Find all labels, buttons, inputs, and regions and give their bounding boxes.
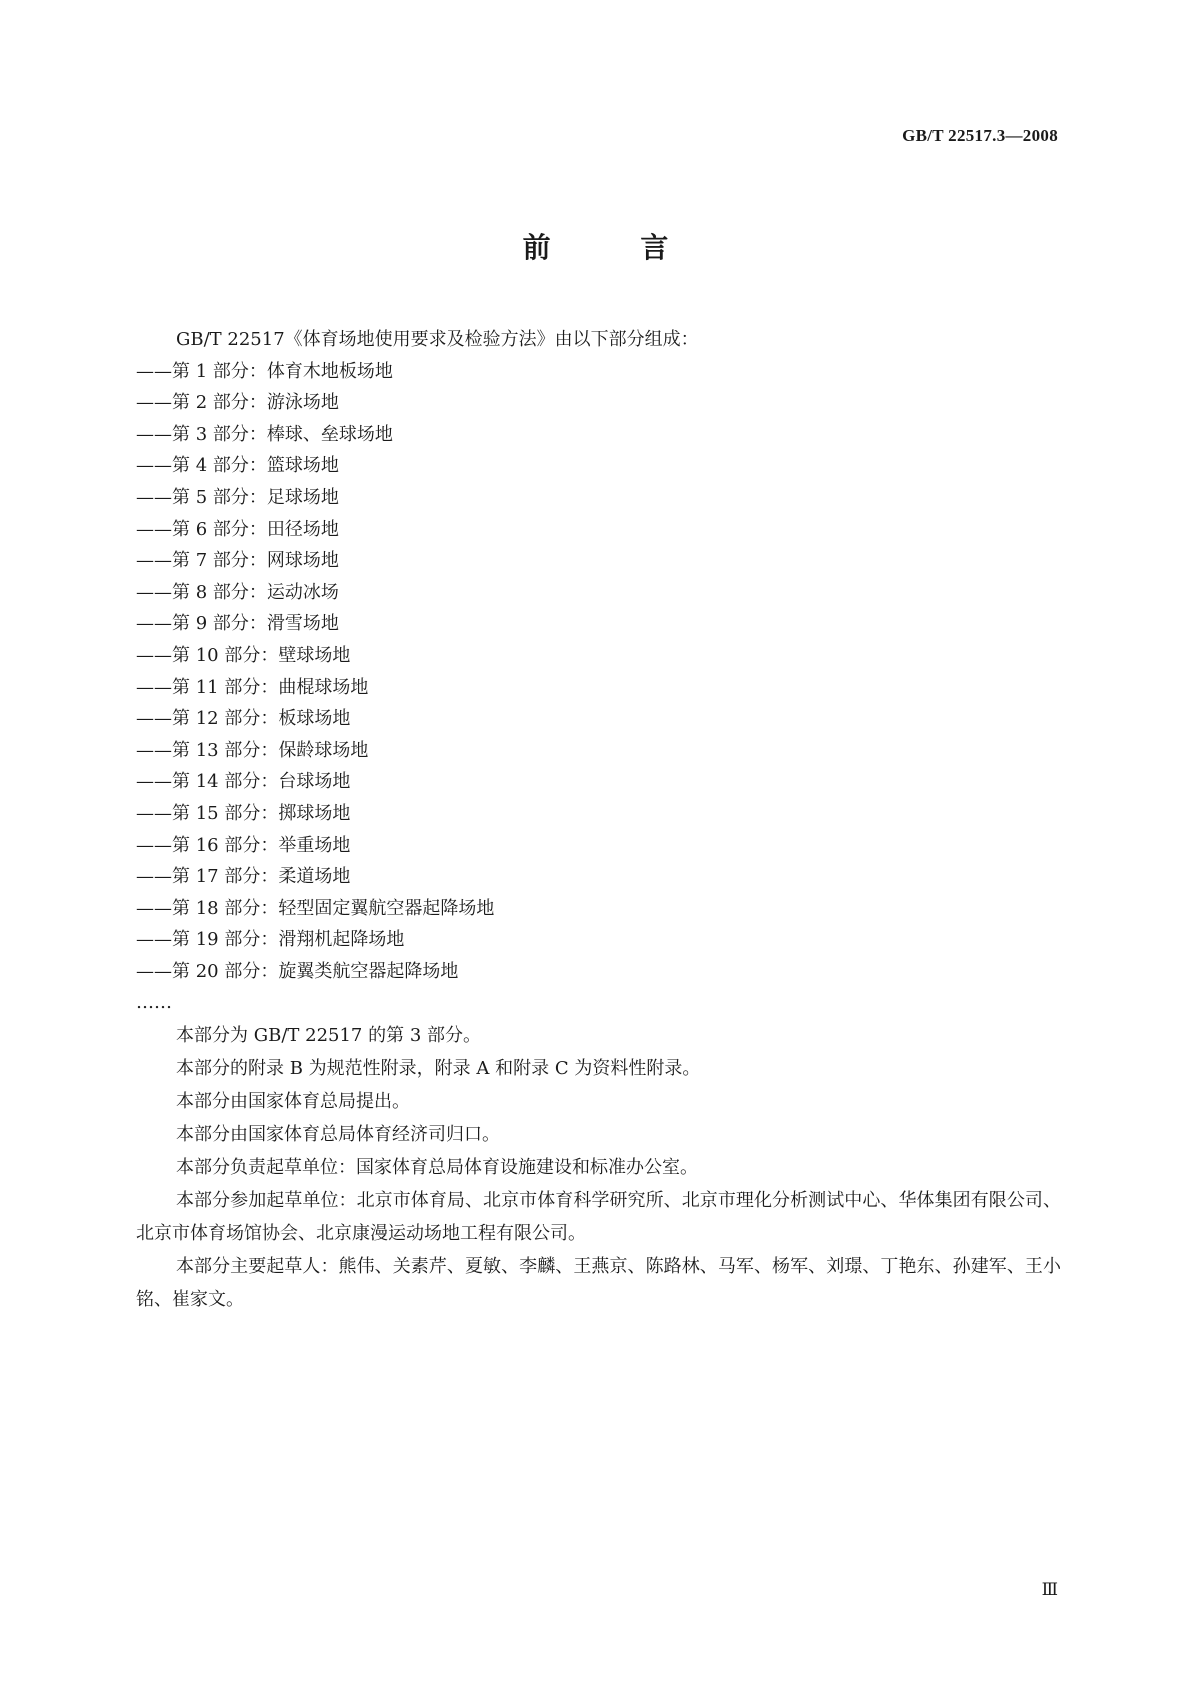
list-item: ——第 3 部分：棒球、垒球场地 [136, 423, 393, 445]
list-item: ——第 4 部分：篮球场地 [136, 455, 339, 477]
paragraph: 本部分为 GB/T 22517 的第 3 部分。 [176, 1025, 481, 1047]
list-item: ——第 7 部分：网球场地 [136, 550, 339, 572]
list-item: ——第 12 部分：板球场地 [136, 708, 351, 730]
paragraph: 本部分主要起草人：熊伟、关素芹、夏敏、李麟、王燕京、陈路林、马军、杨军、刘璟、丁艳东、孙建军、王小铭、崔家文。 [136, 1256, 1061, 1311]
list-item: ——第 19 部分：滑翔机起降场地 [136, 929, 405, 951]
list-item: ——第 14 部分：台球场地 [136, 771, 351, 793]
paragraph: 本部分参加起草单位：北京市体育局、北京市体育科学研究所、北京市理化分析测试中心、华体集团有限公司、北京市体育场馆协会、北京康漫运动场地工程有限公司。 [136, 1190, 1061, 1245]
list-item: ——第 2 部分：游泳场地 [136, 392, 339, 414]
paragraph: 本部分负责起草单位：国家体育总局体育设施建设和标准办公室。 [176, 1157, 698, 1179]
paragraph: 本部分的附录 B 为规范性附录，附录 A 和附录 C 为资料性附录。 [176, 1058, 701, 1080]
list-item: ——第 10 部分：壁球场地 [136, 644, 351, 666]
list-item: ——第 17 部分：柔道场地 [136, 866, 351, 888]
list-item: ——第 20 部分：旋翼类航空器起降场地 [136, 960, 459, 982]
list-item: ——第 9 部分：滑雪场地 [136, 613, 339, 635]
list-item: ——第 6 部分：田径场地 [136, 518, 339, 540]
list-item: ——第 8 部分：运动冰场 [136, 581, 339, 603]
intro-line: GB/T 22517《体育场地使用要求及检验方法》由以下部分组成： [176, 329, 699, 350]
list-item: ——第 1 部分：体育木地板场地 [136, 360, 393, 382]
paragraph: 本部分由国家体育总局提出。 [176, 1091, 410, 1113]
list-item: ——第 11 部分：曲棍球场地 [136, 676, 369, 698]
paragraph: 本部分由国家体育总局体育经济司归口。 [176, 1124, 500, 1146]
list-item: ——第 13 部分：保龄球场地 [136, 739, 369, 761]
page-number: Ⅲ [1041, 1580, 1058, 1599]
list-item: ——第 16 部分：举重场地 [136, 834, 351, 856]
list-item: ——第 5 部分：足球场地 [136, 486, 339, 508]
standard-number: GB/T 22517.3—2008 [902, 126, 1058, 145]
list-item: ——第 15 部分：掷球场地 [136, 802, 351, 824]
list-item: ——第 18 部分：轻型固定翼航空器起降场地 [136, 897, 495, 919]
parts-list [136, 356, 1061, 988]
document-body [136, 324, 1061, 1316]
page-title: 前 言 [522, 231, 709, 264]
list-ellipsis: …… [136, 992, 172, 1014]
